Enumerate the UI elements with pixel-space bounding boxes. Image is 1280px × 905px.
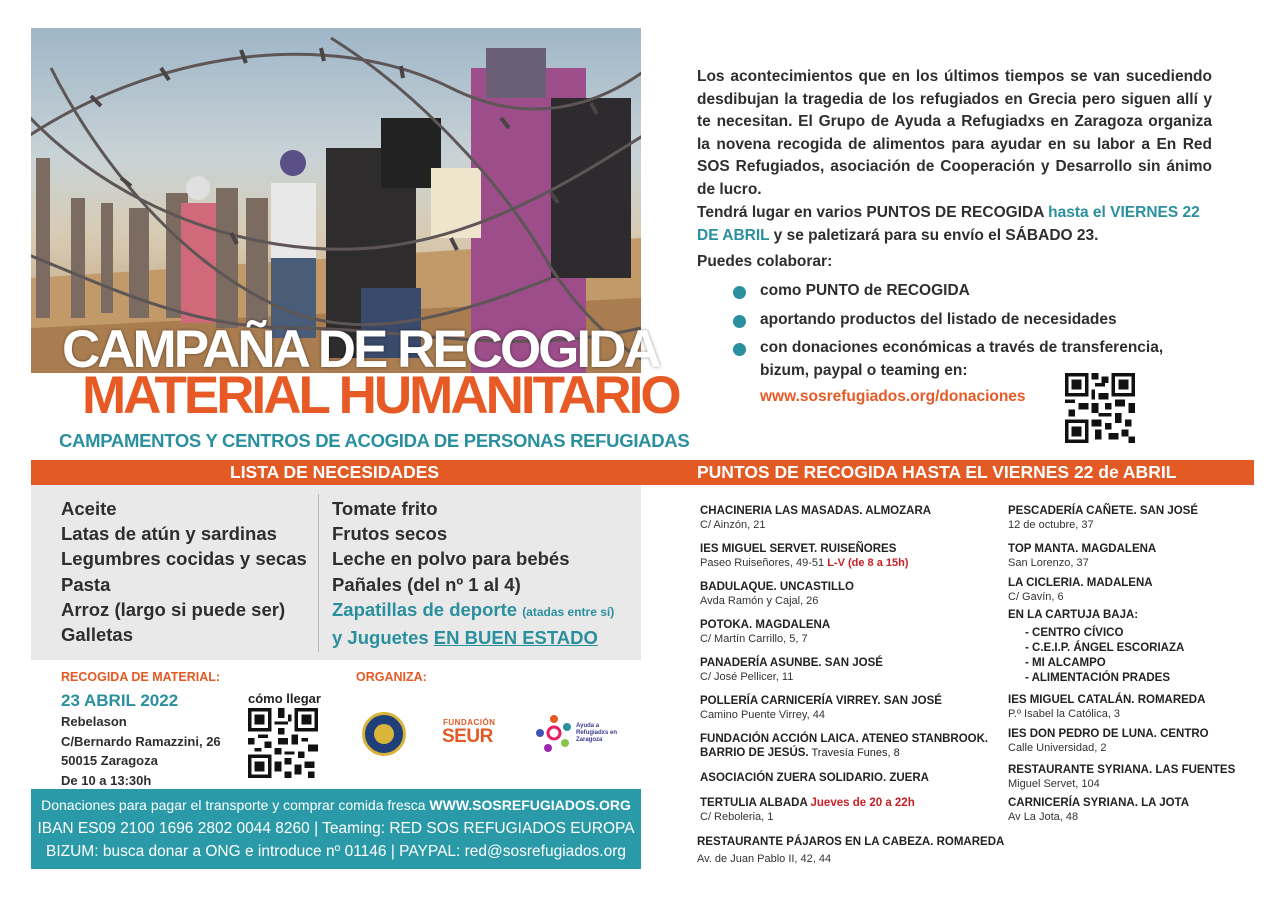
point-address: Av La Jota, 48 bbox=[1008, 811, 1079, 823]
collection-address bbox=[61, 712, 221, 790]
donations-text: Donaciones para pagar el transporte y comprar comida fresca bbox=[41, 797, 430, 813]
point-name: CARNICERÍA SYRIANA. LA JOTA bbox=[1008, 797, 1190, 809]
point-address: Calle Universidad, 2 bbox=[1008, 742, 1107, 754]
when-deadline: hasta el VIERNES 22 DE ABRIL bbox=[697, 204, 1200, 244]
toys-item: y Juguetes bbox=[332, 627, 434, 649]
list-item bbox=[733, 280, 1203, 303]
intro-paragraph: Los acontecimientos que en los últimos tiempos se van sucediendo desdibujan la tragedia de los refugiados en Grecia pero siguen allí y te necesitan. El Grupo de Ayuda a Refugiadxs en Zaragoza organiza la novena recogida de alimentos para ayudar en su labor a En Red SOS Refugiados, asociación de Cooperación y Desarrollo sin ánimo de lucro. bbox=[697, 68, 1212, 198]
point-name bbox=[700, 796, 915, 810]
point-name: ASOCIACIÓN ZUERA SOLIDARIO. ZUERA bbox=[700, 772, 929, 784]
list-item bbox=[1008, 763, 1235, 791]
point-name: POLLERÍA CARNICERÍA VIRREY. SAN JOSÉ bbox=[700, 695, 942, 707]
point-name: PESCADERÍA CAÑETE. SAN JOSÉ bbox=[1008, 505, 1198, 517]
list-item: - C.E.I.P. ÁNGEL ESCORIAZA bbox=[1025, 642, 1185, 654]
point-name: TOP MANTA. MAGDALENA bbox=[1008, 543, 1157, 555]
point-address: Travesía Funes, 8 bbox=[808, 747, 900, 759]
point-name-2-text: BARRIO DE JESÚS. bbox=[700, 747, 809, 759]
fundacion-seur-caption: FUNDACIÓN bbox=[443, 718, 496, 727]
fundacion-seur-logo: SEUR bbox=[442, 726, 493, 747]
list-item bbox=[700, 694, 942, 722]
bullet-text: aportando productos del listado de necesidades bbox=[760, 310, 1117, 328]
needs-divider bbox=[318, 494, 319, 652]
list-item bbox=[700, 580, 854, 608]
collection-points-heading: PUNTOS DE RECOGIDA HASTA EL VIERNES 22 de ABRIL bbox=[697, 462, 1177, 482]
donations-website[interactable]: WWW.SOSREFUGIADOS.ORG bbox=[429, 797, 631, 813]
list-item: - CENTRO CÍVICO bbox=[1025, 627, 1124, 639]
point-address: C/ Reboleria, 1 bbox=[700, 811, 774, 823]
point-name-2 bbox=[700, 746, 988, 760]
bullet-text: como PUNTO de RECOGIDA bbox=[760, 282, 970, 299]
point-name: IES DON PEDRO DE LUNA. CENTRO bbox=[1008, 728, 1209, 740]
shoes-note: (atadas entre sí) bbox=[522, 604, 615, 619]
donations-line-3: BIZUM: busca donar a ONG e introduce nº 01146 | PAYPAL: red@sosrefugiados.org bbox=[46, 843, 626, 860]
campaign-subtitle: CAMPAMENTOS Y CENTROS DE ACOGIDA DE PERSONAS REFUGIADAS bbox=[59, 430, 690, 451]
point-address-text: Paseo Ruiseñores, 49-51 bbox=[700, 557, 828, 569]
campaign-title: CAMPAÑA DE RECOGIDA bbox=[62, 320, 659, 379]
point-name: CHACINERIA LAS MASADAS. ALMOZARA bbox=[700, 505, 932, 517]
bullet-dot-icon bbox=[733, 315, 746, 328]
needs-list-heading: LISTA DE NECESIDADES bbox=[230, 462, 440, 482]
list-item: Leche en polvo para bebés bbox=[332, 548, 570, 570]
list-item bbox=[1008, 693, 1205, 721]
list-item bbox=[1008, 504, 1198, 532]
list-item bbox=[1008, 727, 1209, 755]
needs-list-right bbox=[332, 496, 614, 650]
point-name: BADULAQUE. UNCASTILLO bbox=[700, 581, 854, 593]
list-item bbox=[1008, 576, 1153, 604]
bullet-dot-icon bbox=[733, 343, 746, 356]
point-name: RESTAURANTE PÁJAROS EN LA CABEZA. ROMAREDA bbox=[697, 836, 1005, 848]
donations-line-1 bbox=[31, 797, 641, 813]
point-name: PANADERÍA ASUNBE. SAN JOSÉ bbox=[700, 657, 883, 669]
organizer-label: ORGANIZA: bbox=[356, 670, 427, 684]
directions-qr-code-icon[interactable] bbox=[248, 708, 318, 778]
list-item bbox=[1008, 608, 1138, 622]
point-name: IES MIGUEL CATALÁN. ROMAREDA bbox=[1008, 694, 1206, 706]
point-address: C/ Ainzón, 21 bbox=[700, 519, 766, 531]
list-item: Frutos secos bbox=[332, 523, 448, 545]
list-item: Legumbres cocidas y secas bbox=[61, 548, 307, 570]
list-item bbox=[1008, 796, 1189, 824]
collaborate-title: Puedes colaborar: bbox=[697, 253, 833, 270]
list-item: Aceite bbox=[61, 498, 117, 519]
list-item: Rebelason bbox=[61, 714, 127, 729]
list-item: - ALIMENTACIÓN PRADES bbox=[1025, 672, 1171, 684]
list-item: Galletas bbox=[61, 624, 133, 646]
toys-state: EN BUEN ESTADO bbox=[433, 627, 598, 649]
collection-date: 23 ABRIL 2022 bbox=[61, 691, 179, 710]
donations-link[interactable]: www.sosrefugiados.org/donaciones bbox=[760, 388, 1026, 405]
point-name: FUNDACIÓN ACCIÓN LAICA. ATENEO STANBROOK. bbox=[700, 733, 989, 745]
point-address: 12 de octubre, 37 bbox=[1008, 519, 1094, 531]
list-item: Latas de atún y sardinas bbox=[61, 523, 277, 545]
list-item: C/Bernardo Ramazzini, 26 bbox=[61, 733, 221, 749]
list-item bbox=[700, 771, 929, 785]
point-address: P.º Isabel la Católica, 3 bbox=[1008, 708, 1121, 720]
point-name: IES MIGUEL SERVET. RUISEÑORES bbox=[700, 543, 897, 555]
point-address: C/ Gavín, 6 bbox=[1008, 591, 1064, 603]
point-address: C/ José Pellicer, 11 bbox=[700, 671, 794, 683]
ayuda-refugiadxs-text: Ayuda a Refugiadxs en Zaragoza bbox=[576, 723, 618, 743]
campaign-title-material: MATERIAL HUMANITARIO bbox=[82, 366, 679, 425]
list-item: - MI ALCAMPO bbox=[1025, 657, 1106, 669]
donations-qr-code-icon[interactable] bbox=[1065, 373, 1135, 443]
point-address: Miguel Servet, 104 bbox=[1008, 778, 1100, 790]
point-address bbox=[700, 556, 908, 570]
list-item bbox=[700, 732, 988, 760]
list-item bbox=[332, 597, 614, 625]
point-name: LA CICLERIA. MADALENA bbox=[1008, 577, 1153, 589]
directions-label: cómo llegar bbox=[248, 691, 321, 706]
list-item bbox=[697, 835, 1004, 866]
list-item: Arroz (largo si puede ser) bbox=[61, 598, 286, 620]
point-address: Av. de Juan Pablo II, 42, 44 bbox=[697, 853, 832, 865]
when-text-a: Tendrá lugar en varios PUNTOS DE RECOGIDA bbox=[697, 204, 1049, 221]
list-item bbox=[1008, 542, 1156, 570]
point-address: C/ Martín Carrillo, 5, 7 bbox=[700, 633, 808, 645]
point-hours: Jueves de 20 a 22h bbox=[810, 797, 915, 809]
list-item: Pasta bbox=[61, 573, 111, 595]
list-item bbox=[700, 796, 915, 824]
bullet-text: con donaciones económicas a través de transferencia, bizum, paypal o teaming en: bbox=[760, 339, 1164, 379]
list-item bbox=[332, 625, 614, 650]
when-text-c: y se paletizará para su envío el SÁBADO 23. bbox=[769, 226, 1099, 244]
needs-list-left bbox=[61, 496, 307, 647]
point-name: EN LA CARTUJA BAJA: bbox=[1008, 609, 1139, 621]
list-item bbox=[733, 309, 1203, 332]
shoes-item: Zapatillas de deporte bbox=[332, 598, 518, 620]
list-item bbox=[700, 618, 830, 646]
point-name: POTOKA. MAGDALENA bbox=[700, 619, 831, 631]
donations-line-2: IBAN ES09 2100 1696 2802 0044 8260 | Teaming: RED SOS REFUGIADOS EUROPA bbox=[37, 820, 635, 837]
list-item: De 10 a 13:30h bbox=[61, 772, 152, 788]
collaborate-list bbox=[733, 280, 1203, 388]
point-name: RESTAURANTE SYRIANA. LAS FUENTES bbox=[1008, 764, 1236, 776]
collection-label: RECOGIDA DE MATERIAL: bbox=[61, 670, 221, 684]
list-item: Tomate frito bbox=[332, 498, 438, 519]
list-item: Pañales (del nº 1 al 4) bbox=[332, 573, 521, 595]
point-name-text: TERTULIA ALBADA bbox=[700, 797, 811, 809]
when-paragraph bbox=[697, 202, 1217, 247]
bullet-dot-icon bbox=[733, 286, 746, 299]
list-item bbox=[700, 542, 908, 570]
point-address: Camino Puente Virrey, 44 bbox=[700, 709, 825, 721]
sos-refugiados-logo-icon bbox=[362, 712, 406, 756]
point-hours: L-V (de 8 a 15h) bbox=[827, 557, 909, 569]
logo-center bbox=[374, 724, 394, 744]
list-item bbox=[700, 504, 931, 532]
point-address: Avda Ramón y Cajal, 26 bbox=[700, 595, 819, 607]
point-address: San Lorenzo, 37 bbox=[1008, 557, 1089, 569]
list-item: 50015 Zaragoza bbox=[61, 753, 158, 768]
list-item bbox=[700, 656, 883, 684]
ayuda-refugiadxs-logo-icon bbox=[536, 714, 572, 752]
